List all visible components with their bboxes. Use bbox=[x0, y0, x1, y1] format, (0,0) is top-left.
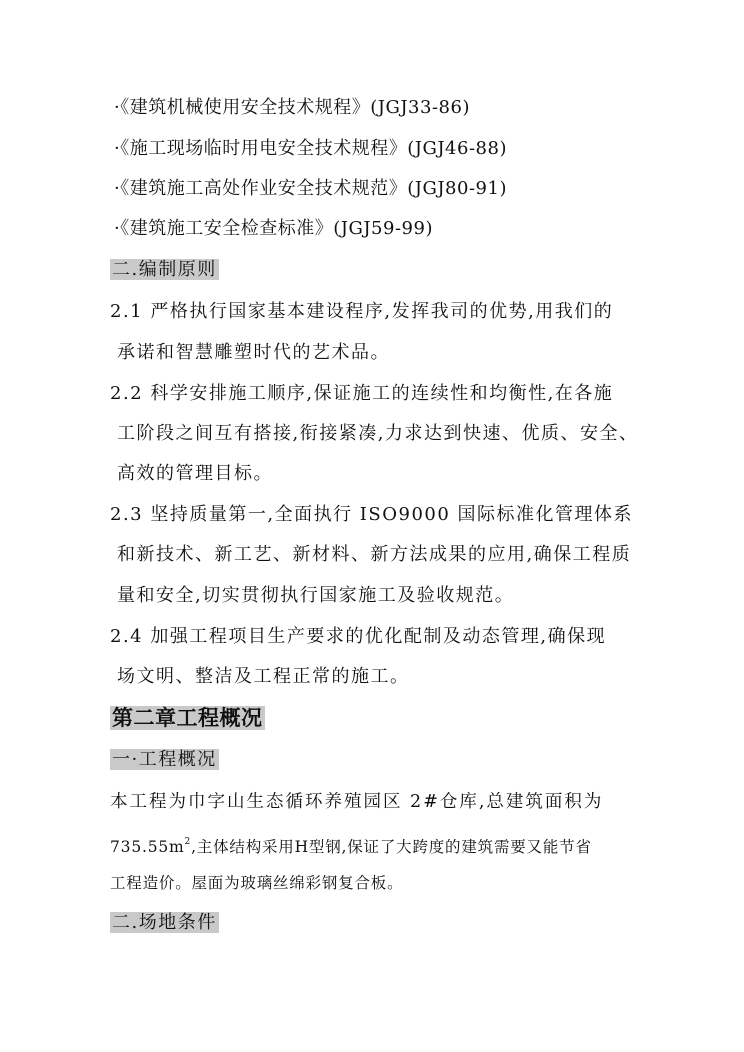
chapter-title-text: 第二章工程概况 bbox=[112, 706, 263, 730]
section-heading-overview-text: 一·工程概况 bbox=[112, 749, 217, 770]
standard-item-1: ·《建筑机械使用安全技术规程》(JGJ33-86) bbox=[114, 97, 470, 118]
standard-item-4: ·《建筑施工安全检查标准》(JGJ59-99) bbox=[114, 218, 433, 239]
principle-2-1-line-2: 承诺和智慧雕塑时代的艺术品。 bbox=[117, 342, 390, 363]
principle-2-1-line-1: 2.1 严格执行国家基本建设程序,发挥我司的优势,用我们的 bbox=[110, 301, 614, 322]
overview-line-1: 本工程为巾字山生态循环养殖园区 2#仓库,总建筑面积为 bbox=[110, 792, 604, 812]
principle-2-3-line-3: 量和安全,切实贯彻执行国家施工及验收规范。 bbox=[117, 585, 515, 606]
section-heading-principles bbox=[110, 258, 219, 282]
section-heading-overview bbox=[110, 748, 219, 772]
section-heading-principles-text: 二.编制原则 bbox=[112, 259, 217, 280]
overview-area-unit-sup: 2 bbox=[184, 837, 192, 847]
chapter-title bbox=[110, 703, 265, 733]
section-heading-site-text: 二.场地条件 bbox=[112, 912, 217, 933]
standard-item-2: ·《施工现场临时用电安全技术规程》(JGJ46-88) bbox=[114, 138, 507, 159]
principle-2-3-line-1: 2.3 坚持质量第一,全面执行 ISO9000 国际标准化管理体系 bbox=[110, 504, 634, 525]
principle-2-2-line-3: 高效的管理目标。 bbox=[117, 463, 273, 484]
section-heading-site bbox=[110, 911, 219, 935]
standard-item-3: ·《建筑施工高处作业安全技术规范》(JGJ80-91) bbox=[114, 178, 507, 199]
principle-2-4-line-1: 2.4 加强工程项目生产要求的优化配制及动态管理,确保现 bbox=[110, 626, 607, 647]
overview-area-value: 735.55m bbox=[110, 838, 185, 856]
overview-line-2-rest: ,主体结构采用H型钢,保证了大跨度的建筑需要又能节省 bbox=[191, 838, 592, 856]
principle-2-2-line-2: 工阶段之间互有搭接,衔接紧凑,力求达到快速、优质、安全、 bbox=[117, 423, 639, 444]
overview-line-3: 工程造价。屋面为玻璃丝绵彩钢复合板。 bbox=[110, 874, 404, 892]
principle-2-3-line-2: 和新技术、新工艺、新材料、新方法成果的应用,确保工程质 bbox=[117, 544, 632, 565]
principle-2-4-line-2: 场文明、整洁及工程正常的施工。 bbox=[117, 666, 410, 687]
overview-line-2 bbox=[110, 830, 592, 859]
principle-2-2-line-1: 2.2 科学安排施工顺序,保证施工的连续性和均衡性,在各施 bbox=[110, 383, 614, 404]
